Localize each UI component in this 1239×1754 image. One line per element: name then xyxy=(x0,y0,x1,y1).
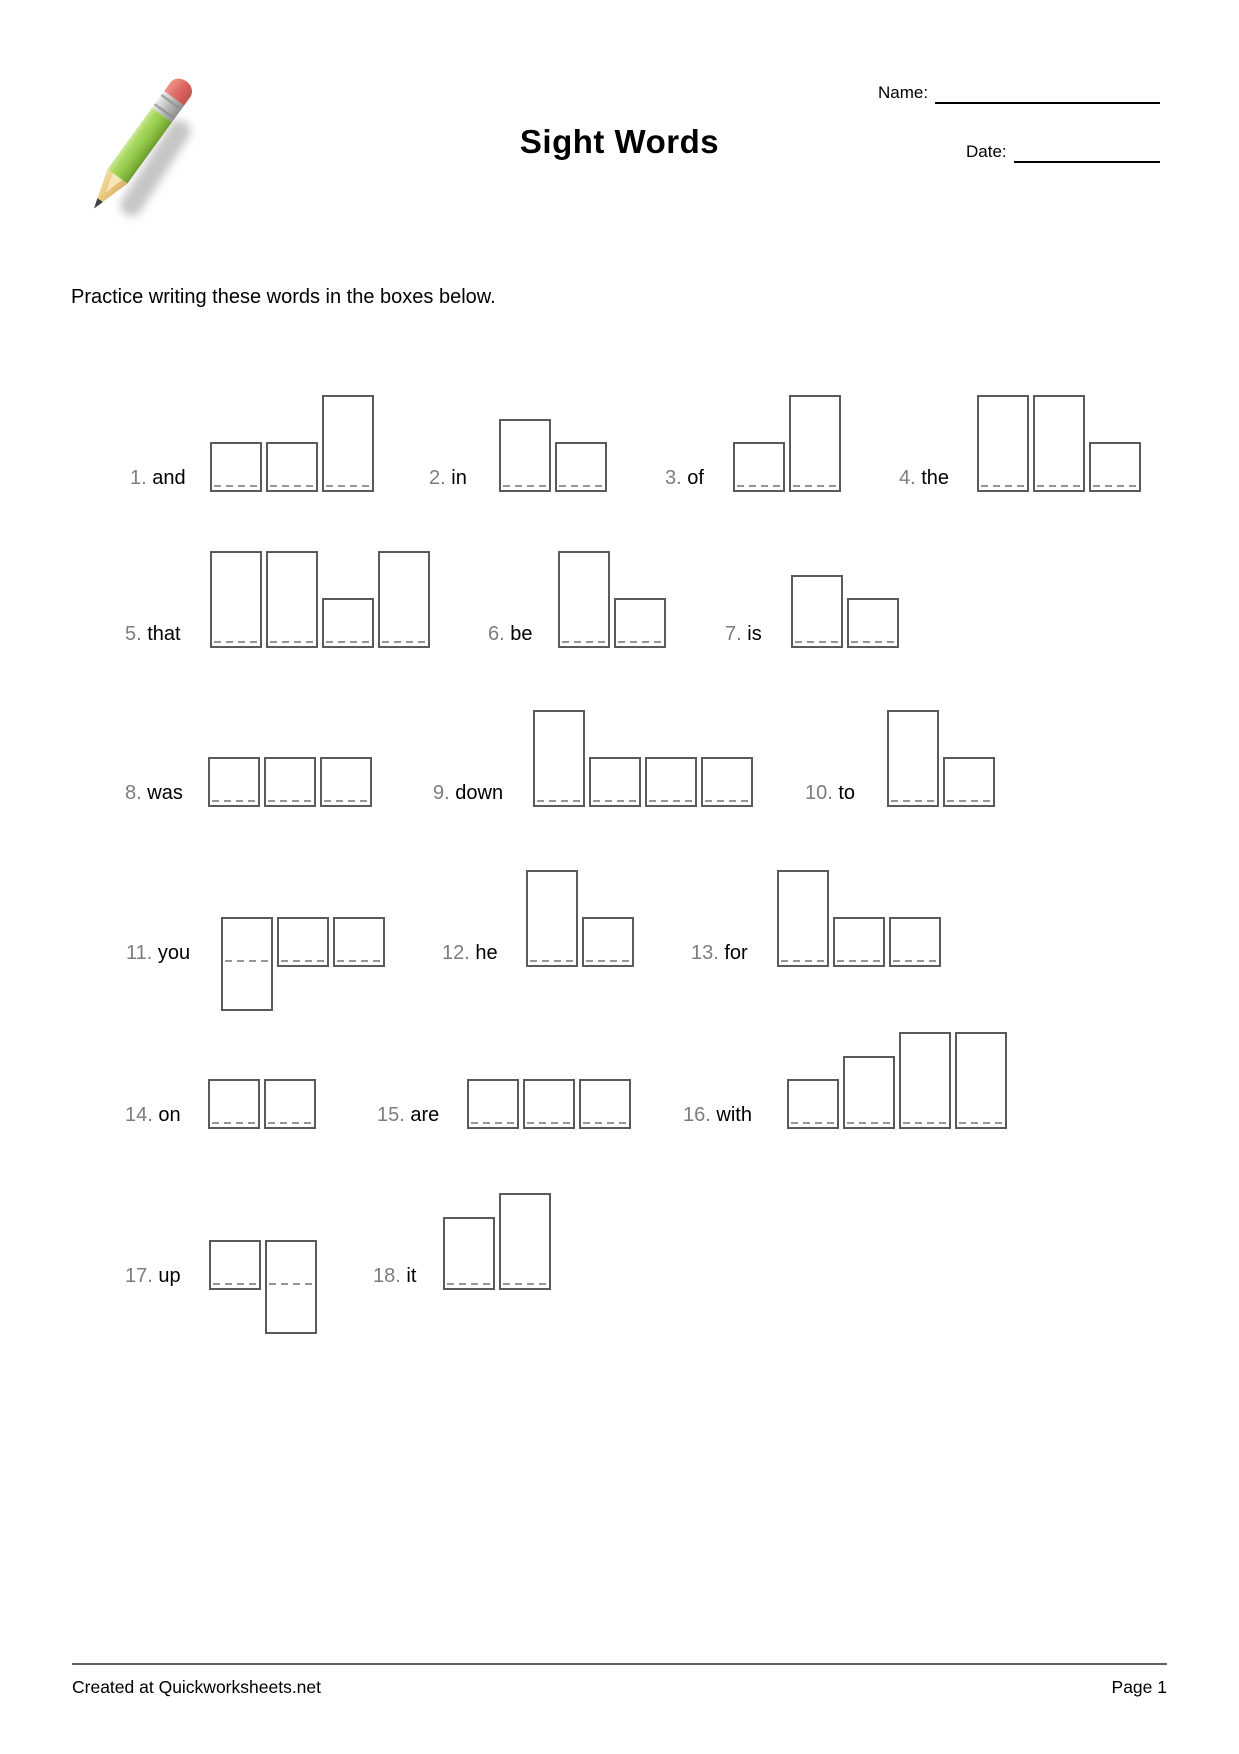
word-number: 5. xyxy=(125,623,142,645)
word-text: was xyxy=(147,782,183,804)
baseline-dash xyxy=(503,1283,547,1285)
letter-box-x xyxy=(833,917,885,967)
word-group-with xyxy=(683,1032,1011,1129)
baseline-dash xyxy=(212,800,256,802)
word-group-the xyxy=(899,395,1145,492)
word-number: 6. xyxy=(488,623,505,645)
word-group-that xyxy=(125,551,434,648)
word-text: is xyxy=(747,623,762,645)
date-label: Date: xyxy=(966,142,1007,162)
baseline-dash xyxy=(795,641,839,643)
letter-box-t xyxy=(533,710,585,807)
baseline-dash xyxy=(705,800,749,802)
letter-box-t xyxy=(777,870,829,967)
baseline-dash xyxy=(851,641,895,643)
letter-box-t xyxy=(789,395,841,492)
letter-box-x xyxy=(209,1240,261,1290)
word-group-are xyxy=(377,1032,635,1129)
letter-box-d xyxy=(265,1240,317,1334)
baseline-dash xyxy=(793,485,837,487)
letter-box-t xyxy=(558,551,610,648)
word-label xyxy=(125,1266,209,1290)
baseline-dash xyxy=(326,641,370,643)
baseline-dash xyxy=(527,1122,571,1124)
letter-box-x xyxy=(208,1079,260,1129)
letter-box-x xyxy=(589,757,641,807)
word-text: that xyxy=(147,623,181,645)
letter-box-t xyxy=(955,1032,1007,1129)
word-number: 16. xyxy=(683,1104,711,1126)
baseline-dash xyxy=(903,1122,947,1124)
baseline-dash xyxy=(270,485,314,487)
word-label xyxy=(125,1105,208,1129)
letter-box-x xyxy=(889,917,941,967)
page-title: Sight Words xyxy=(519,123,720,160)
word-label xyxy=(373,1266,443,1290)
word-text: the xyxy=(921,467,950,489)
letter-box-x xyxy=(579,1079,631,1129)
word-number: 11. xyxy=(126,942,153,964)
word-number: 7. xyxy=(725,623,742,645)
letter-box-t xyxy=(899,1032,951,1129)
letter-box-i xyxy=(443,1217,495,1290)
baseline-dash xyxy=(503,485,547,487)
word-group-is xyxy=(725,551,903,648)
baseline-dash xyxy=(891,800,935,802)
letter-box-x xyxy=(322,598,374,648)
baseline-dash xyxy=(562,641,606,643)
word-group-for xyxy=(691,870,945,967)
baseline-dash xyxy=(781,960,825,962)
word-text: of xyxy=(687,467,704,489)
baseline-dash xyxy=(225,960,269,962)
word-number: 2. xyxy=(429,467,446,489)
baseline-dash xyxy=(326,485,370,487)
letter-box-x xyxy=(467,1079,519,1129)
page-number: Page 1 xyxy=(1111,1677,1167,1697)
word-number: 4. xyxy=(899,467,916,489)
word-label xyxy=(683,1105,787,1129)
word-label xyxy=(433,783,533,807)
letter-box-x xyxy=(1089,442,1141,492)
word-number: 12. xyxy=(442,942,470,964)
name-label: Name: xyxy=(878,83,929,103)
word-group-you xyxy=(126,870,389,967)
word-text: on xyxy=(158,1104,181,1126)
word-group-he xyxy=(442,870,638,967)
letter-box-x xyxy=(645,757,697,807)
baseline-dash xyxy=(530,960,574,962)
word-group-up xyxy=(125,1193,321,1290)
word-label xyxy=(488,624,558,648)
letter-box-t xyxy=(210,551,262,648)
baseline-dash xyxy=(1093,485,1137,487)
baseline-dash xyxy=(981,485,1025,487)
word-number: 9. xyxy=(433,782,450,804)
baseline-dash xyxy=(281,960,325,962)
baseline-dash xyxy=(268,1122,312,1124)
baseline-dash xyxy=(737,485,781,487)
baseline-dash xyxy=(268,800,312,802)
word-label xyxy=(691,943,777,967)
letter-box-x xyxy=(320,757,372,807)
letter-box-x xyxy=(847,598,899,648)
letter-box-x xyxy=(943,757,995,807)
word-text: are xyxy=(410,1104,440,1126)
word-group-on xyxy=(125,1032,320,1129)
letter-box-i xyxy=(791,575,843,648)
baseline-dash xyxy=(559,485,603,487)
letter-box-x xyxy=(264,757,316,807)
baseline-dash xyxy=(213,1283,257,1285)
letter-box-x xyxy=(787,1079,839,1129)
baseline-dash xyxy=(947,800,991,802)
letter-box-x xyxy=(333,917,385,967)
baseline-dash xyxy=(214,485,258,487)
baseline-dash xyxy=(1037,485,1081,487)
baseline-dash xyxy=(214,641,258,643)
word-text: and xyxy=(152,467,186,489)
word-number: 1. xyxy=(130,467,147,489)
word-text: be xyxy=(510,623,533,645)
letter-box-t xyxy=(266,551,318,648)
letter-box-x xyxy=(701,757,753,807)
letter-box-x xyxy=(555,442,607,492)
word-number: 17. xyxy=(125,1265,153,1287)
letter-box-x xyxy=(210,442,262,492)
word-label xyxy=(665,468,733,492)
letter-box-x xyxy=(264,1079,316,1129)
baseline-dash xyxy=(471,1122,515,1124)
letter-box-x xyxy=(614,598,666,648)
letter-box-i xyxy=(499,419,551,492)
baseline-dash xyxy=(382,641,426,643)
baseline-dash xyxy=(583,1122,627,1124)
word-text: in xyxy=(451,467,467,489)
footer-divider xyxy=(72,1663,1167,1665)
word-group-be xyxy=(488,551,670,648)
baseline-dash xyxy=(269,1283,313,1285)
word-label xyxy=(725,624,791,648)
baseline-dash xyxy=(847,1122,891,1124)
word-text: with xyxy=(716,1104,752,1126)
word-text: you xyxy=(157,942,191,964)
baseline-dash xyxy=(212,1122,256,1124)
footer-credit: Created at Quickworksheets.net xyxy=(72,1677,322,1697)
word-number: 8. xyxy=(125,782,142,804)
word-text: to xyxy=(838,782,856,804)
word-number: 10. xyxy=(805,782,833,804)
baseline-dash xyxy=(893,960,937,962)
word-group-was xyxy=(125,710,376,807)
baseline-dash xyxy=(537,800,581,802)
baseline-dash xyxy=(593,800,637,802)
letter-box-t xyxy=(977,395,1029,492)
baseline-dash xyxy=(586,960,630,962)
word-text: down xyxy=(455,782,504,804)
word-label xyxy=(126,943,221,967)
letter-box-x xyxy=(733,442,785,492)
word-text: he xyxy=(475,942,498,964)
word-label xyxy=(125,783,208,807)
word-text: for xyxy=(724,942,748,964)
word-number: 3. xyxy=(665,467,682,489)
baseline-dash xyxy=(791,1122,835,1124)
baseline-dash xyxy=(324,800,368,802)
letter-box-t xyxy=(499,1193,551,1290)
word-text: up xyxy=(158,1265,181,1287)
letter-box-x xyxy=(582,917,634,967)
letter-box-x xyxy=(277,917,329,967)
word-group-and xyxy=(130,395,378,492)
baseline-dash xyxy=(837,960,881,962)
word-number: 18. xyxy=(373,1265,401,1287)
letter-box-t xyxy=(378,551,430,648)
baseline-dash xyxy=(337,960,381,962)
baseline-dash xyxy=(270,641,314,643)
word-label xyxy=(125,624,210,648)
letter-box-i xyxy=(843,1056,895,1129)
word-number: 14. xyxy=(125,1104,153,1126)
word-number: 15. xyxy=(377,1104,405,1126)
word-group-down xyxy=(433,710,757,807)
word-label xyxy=(377,1105,467,1129)
word-label xyxy=(442,943,526,967)
word-label xyxy=(899,468,977,492)
word-group-of xyxy=(665,395,845,492)
letter-box-t xyxy=(526,870,578,967)
letter-box-x xyxy=(523,1079,575,1129)
word-number: 13. xyxy=(691,942,719,964)
word-group-it xyxy=(373,1193,555,1290)
baseline-dash xyxy=(618,641,662,643)
word-text: it xyxy=(406,1265,417,1287)
letter-box-x xyxy=(266,442,318,492)
baseline-dash xyxy=(447,1283,491,1285)
letter-box-t xyxy=(322,395,374,492)
word-group-in xyxy=(429,395,611,492)
letter-box-x xyxy=(208,757,260,807)
word-label xyxy=(805,783,887,807)
word-group-to xyxy=(805,710,999,807)
baseline-dash xyxy=(649,800,693,802)
word-label xyxy=(429,468,499,492)
letter-box-d xyxy=(221,917,273,1011)
instruction-text: Practice writing these words in the boxes below. xyxy=(71,286,496,308)
letter-box-t xyxy=(1033,395,1085,492)
letter-box-t xyxy=(887,710,939,807)
word-label xyxy=(130,468,210,492)
baseline-dash xyxy=(959,1122,1003,1124)
